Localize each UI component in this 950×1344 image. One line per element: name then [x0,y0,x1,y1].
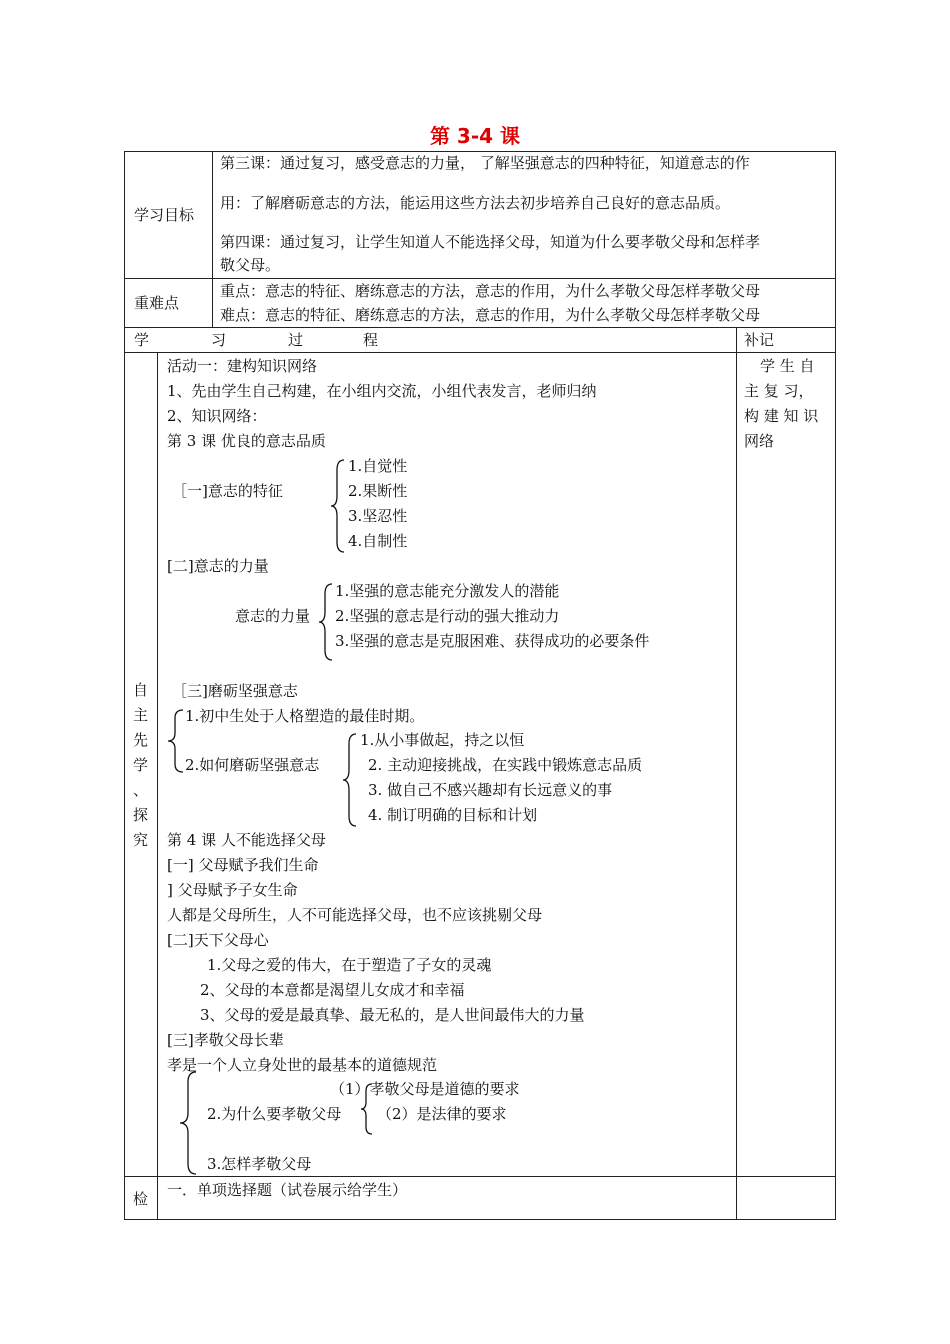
list-item: 1.自觉性 [348,457,408,475]
list-item: ] 父母赋予子女生命 [167,881,298,899]
list-item: 1.初中生处于人格塑造的最佳时期。 [185,707,425,725]
notes-line: 构 建 知 识 [744,407,819,425]
list-item: （1）孝敬父母是道德的要求 [330,1080,520,1098]
side-char: 、 [133,781,149,799]
list-item: 孝是一个人立身处世的最基本的道德规范 [167,1056,438,1074]
side-char: 主 [133,706,149,724]
section-title: ［一]意志的特征 [172,482,283,500]
row-divider [124,327,836,328]
list-item: 4.自制性 [348,532,408,550]
section-title: [一] 父母赋予我们生命 [167,856,319,874]
table-border-right [835,151,836,1220]
notes-line: 网络 [744,432,775,450]
activity-title: 活动一：建构知识网络 [167,357,318,375]
goals-label: 学习目标 [134,206,195,224]
list-item: 3.怎样孝敬父母 [207,1155,312,1173]
list-item: 2.坚强的意志是行动的强大推动力 [335,607,560,625]
process-header-char: 程 [363,331,379,349]
notes-line: 主 复 习， [744,382,814,400]
section-title: [三]孝敬父母长辈 [167,1031,284,1049]
table-border-bottom [124,1219,836,1220]
list-item: 2.如何磨砺坚强意志 [185,756,320,774]
list-item: 3. 做自己不感兴趣却有长远意义的事 [368,781,613,799]
lesson-title: 第 3 课 优良的意志品质 [167,432,326,450]
list-item: 2、父母的本意都是渴望儿女成才和幸福 [200,981,465,999]
step-text: 2、知识网络： [167,407,267,425]
brace-icon [342,732,358,828]
list-item: 1.坚强的意志能充分激发人的潜能 [335,582,560,600]
side-char: 先 [133,731,149,749]
row-divider [124,352,836,353]
goals-line: 敬父母。 [220,256,281,274]
list-item: 人都是父母所生，人不可能选择父母，也不应该挑剔父母 [167,906,543,924]
col-divider [736,327,737,1220]
side-char: 自 [133,681,149,699]
brace-icon [178,1070,198,1176]
page-title: 第 3-4 课 [429,124,521,148]
brace-icon [330,458,346,554]
goals-line: 第四课：通过复习，让学生知道人不能选择父母，知道为什么要孝敬父母和怎样孝 [220,233,761,251]
list-item: 4. 制订明确的目标和计划 [368,806,538,824]
goals-line: 第三课：通过复习，感受意志的力量， 了解坚强意志的四种特征，知道意志的作 [220,154,750,172]
section-title: [二]意志的力量 [167,557,269,575]
step-text: 1、先由学生自己构建，在小组内交流，小组代表发言，老师归纳 [167,382,597,400]
list-item: （2）是法律的要求 [377,1105,507,1123]
hard-points: 难点：意志的特征、磨练意志的方法，意志的作用，为什么孝敬父母怎样孝敬父母 [220,306,761,324]
list-item: 2.为什么要孝敬父母 [207,1105,342,1123]
list-item: 1.从小事做起，持之以恒 [360,731,525,749]
list-item: 3、父母的爱是最真挚、最无私的，是人世间最伟大的力量 [200,1006,585,1024]
process-header-char: 学 [134,331,150,349]
side-char: 究 [133,831,149,849]
section-title: [二]天下父母心 [167,931,269,949]
list-item: 3.坚强的意志是克服困难、获得成功的必要条件 [335,632,650,650]
table-border-left [124,151,125,1220]
list-item: 1.父母之爱的伟大，在于塑造了子女的灵魂 [207,956,492,974]
col-divider [212,151,213,328]
row-divider [124,278,836,279]
process-header-char: 习 [211,331,227,349]
list-item: 2. 主动迎接挑战，在实践中锻炼意志品质 [368,756,643,774]
col-divider [157,352,158,1220]
check-item: 一．单项选择题（试卷展示给学生） [167,1181,408,1199]
lesson-title: 第 4 课 人不能选择父母 [167,831,326,849]
brace-icon [167,708,185,774]
check-label: 检 [133,1190,149,1208]
difficulties-label: 重难点 [134,294,180,312]
list-item: 2.果断性 [348,482,408,500]
row-divider [124,1176,836,1177]
goals-line: 用：了解磨砺意志的方法，能运用这些方法去初步培养自己良好的意志品质。 [220,194,731,212]
table-border-top [124,151,836,152]
notes-line: 学 生 自 [760,357,815,375]
section-title: ［三]磨砺坚强意志 [172,682,298,700]
brace-icon [318,582,334,662]
side-char: 学 [133,756,149,774]
key-points: 重点：意志的特征、磨练意志的方法，意志的作用，为什么孝敬父母怎样孝敬父母 [220,282,761,300]
section-label: 意志的力量 [235,607,311,625]
list-item: 3.坚忍性 [348,507,408,525]
notes-header: 补记 [744,331,775,349]
process-header-char: 过 [288,331,304,349]
side-char: 探 [133,806,149,824]
